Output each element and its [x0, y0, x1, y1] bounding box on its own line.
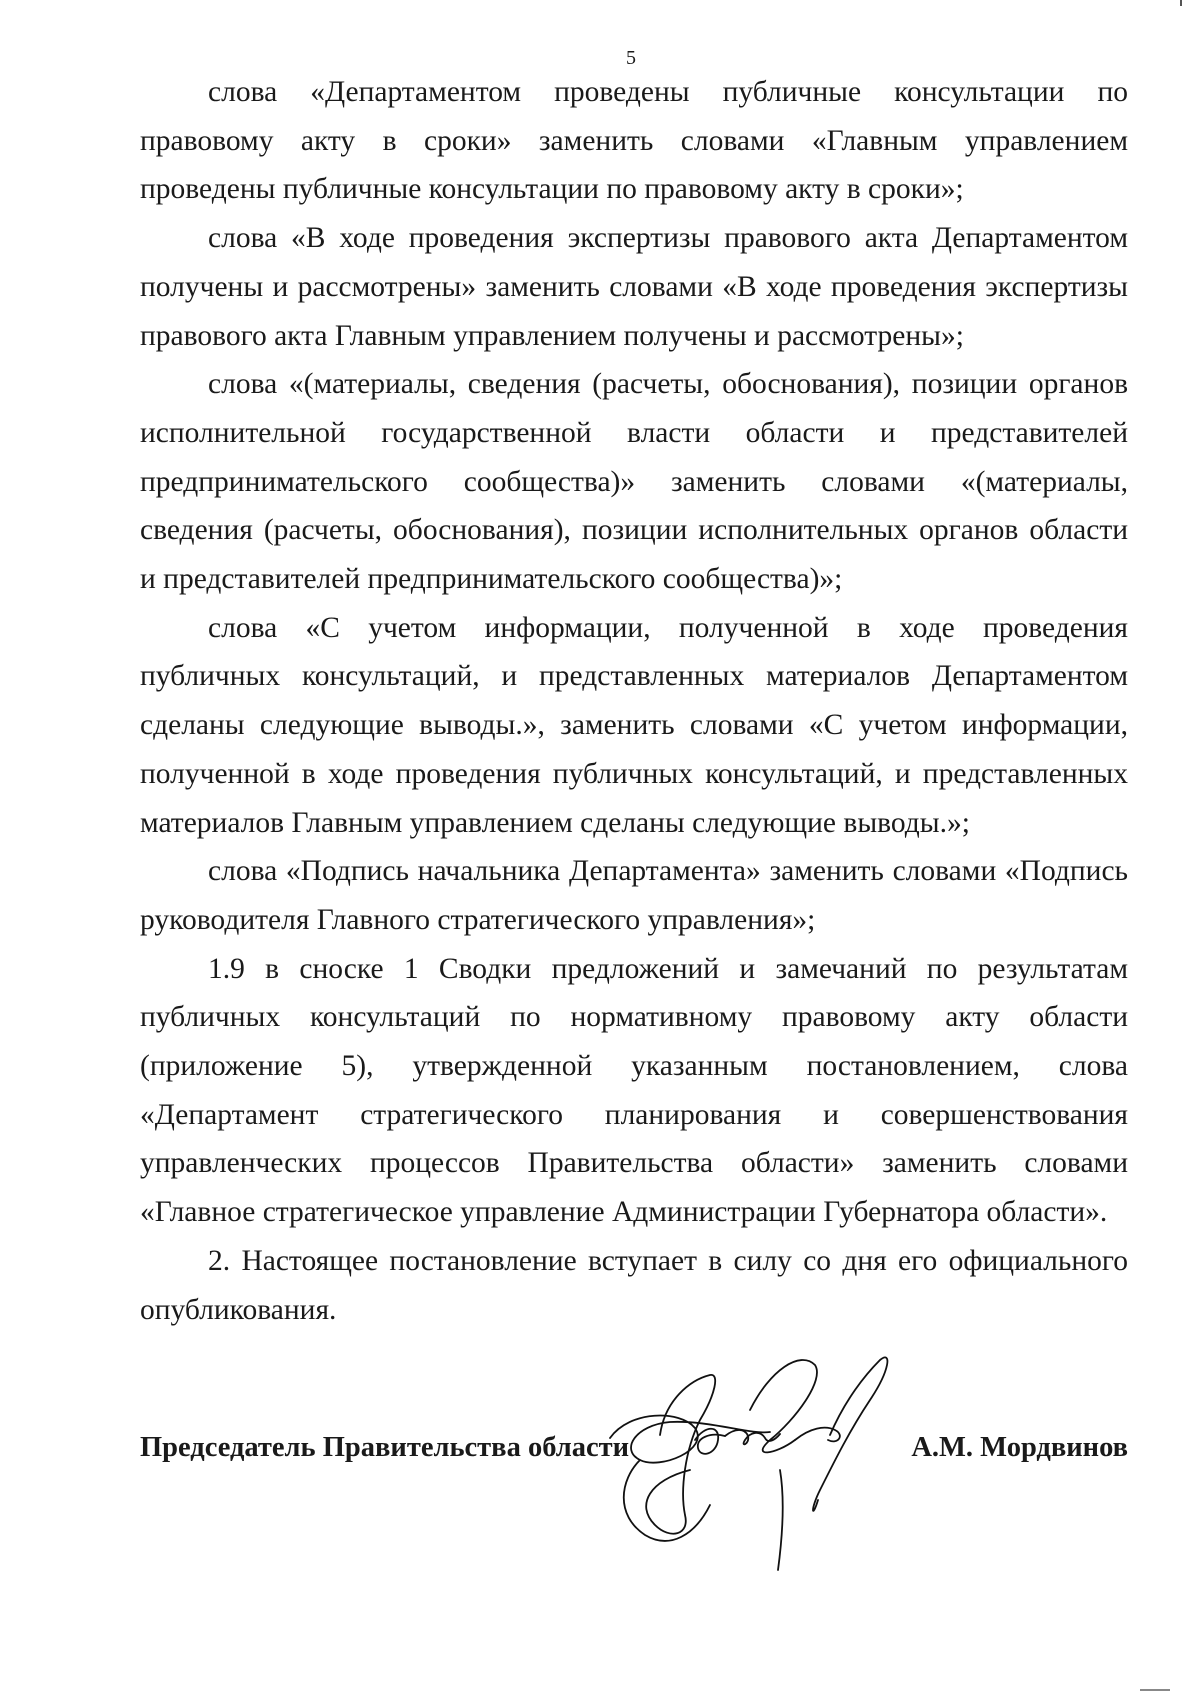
signature-block [140, 1418, 1128, 1478]
scan-corner-mark-top [1180, 0, 1182, 6]
paragraph-expertise: слова «В ходе проведения экспертизы правового акта Департаментом получены и рассмотрены» заменить словами «В ходе проведения экспертизы правового акта Главным управлением получены и рассмотрены»; [140, 222, 1128, 352]
paragraph-conclusions: слова «С учетом информации, полученной в ходе проведения публичных консультаций, и представленных материалов Департаментом сделаны следующие выводы.», заменить словами «С учетом информации, полученной в ходе проведения публичных консультаций, и представленных материалов Главным управлением сделаны следующие выводы.»; [140, 611, 1128, 839]
paragraph-departament-consultations: слова «Департаментом проведены публичные консультации по правовому акту в сроки» заменить словами «Главным управлением проведены публичные консультации по правовому акту в сроки»; [140, 76, 1128, 206]
document-body [140, 68, 1128, 1334]
paragraph-footnote-1-9: 1.9 в сноске 1 Сводки предложений и замечаний по результатам публичных консультаций по нормативному правовому акту области (приложение 5), утвержденной указанным постановлением, слова «Департамент стратегического планирования и совершенствования управленческих процессов Правительства области» заменить словами «Главное стратегическое управление Администрации Губернатора области». [140, 952, 1128, 1229]
signatory-name: А.М. Мордвинов [911, 1432, 1128, 1463]
scan-corner-mark-bottom [1140, 1689, 1170, 1691]
paragraph-entry-into-force: 2. Настоящее постановление вступает в силу со дня его официального опубликования. [140, 1244, 1128, 1326]
paragraph-materials: слова «(материалы, сведения (расчеты, обоснования), позиции органов исполнительной государственной власти области и представителей предпринимательского сообщества)» заменить словами «(материалы, сведения (расчеты, обоснования), позиции исполнительных органов области и представителей предпринимательского сообщества)»; [140, 368, 1128, 596]
signatory-position: Председатель Правительства области [140, 1432, 630, 1463]
paragraph-signature-wording: слова «Подпись начальника Департамента» заменить словами «Подпись руководителя Главного стратегического управления»; [140, 855, 1128, 936]
page-number: 5 [626, 47, 636, 69]
